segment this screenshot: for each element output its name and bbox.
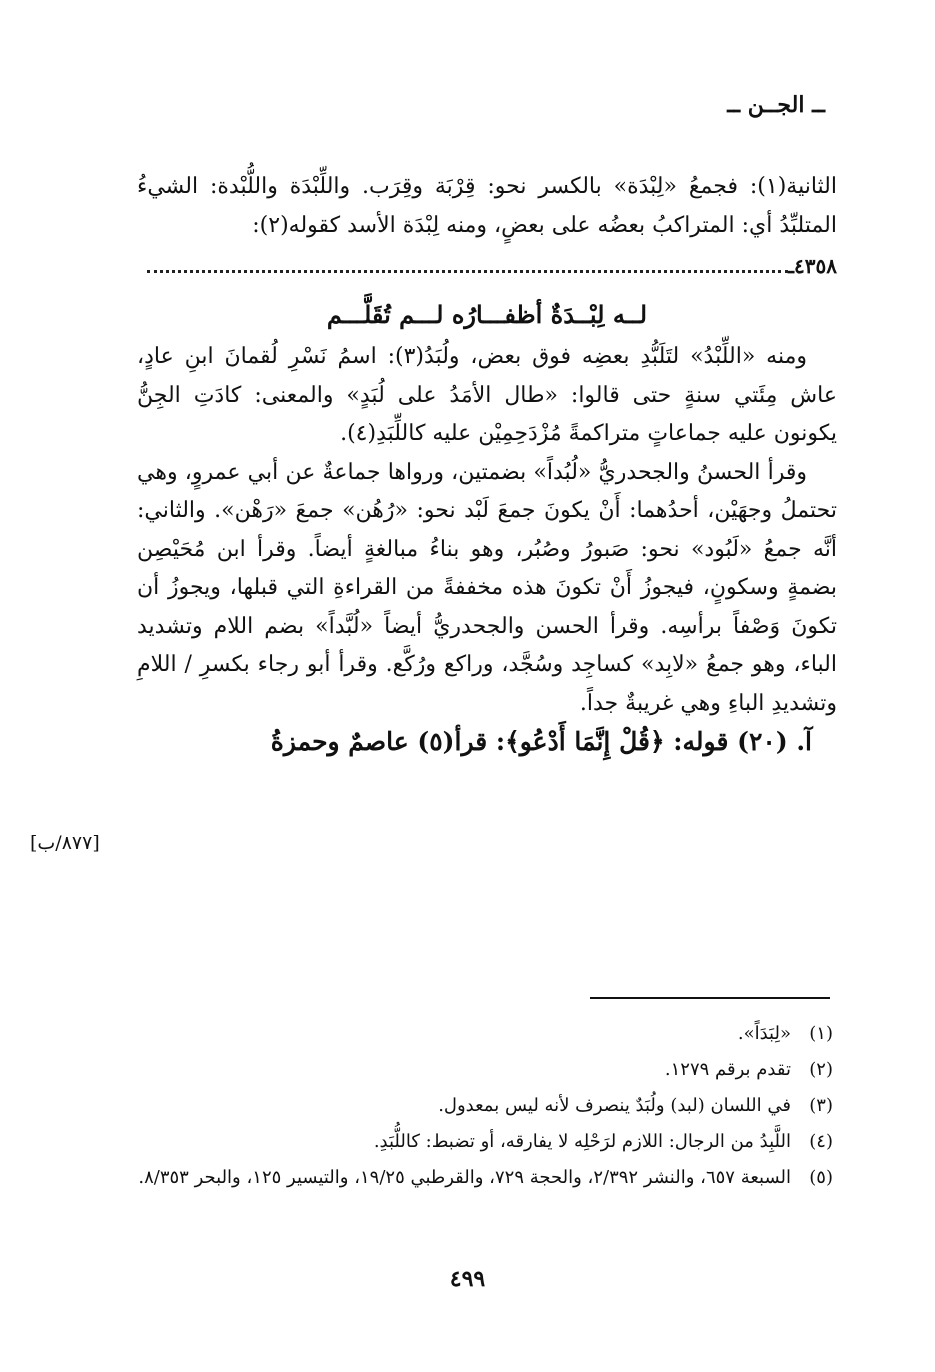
footnote-number: (١) xyxy=(809,1023,833,1044)
paragraph-3: وقرأ الحسنُ والجحدريُّ «لُبُداً» بضمتين، ورواها جماعةٌ عن أبي عمروٍ، وهي تحتملُ وجهَيْن، أحدُهما: أَنْ يكونَ جمعَ لَبْد نحو: «رُهُن» جمعَ «رَهْن». والثاني: أنَّه جمعُ «لَبُود» نحو: صَبورُ وصُبُر، وهو بناءُ مبالغةٍ أيضاً. وقرأ ابن مُحَيْصِن بضمةٍ وسكونٍ، فيجوزُ أَنْ تكونَ هذه مخففةً من القراءةِ التي قبلها، ويجوزُ أن تكونَ وَصْفاً برأسِه. وقرأ الحسن والجحدريُّ أيضاً «لُبَّداً» بضم اللام وتشديد الباء، وهو جمعُ «لابِد» كساجِد وسُجَّد، وراكع ورُكَّع. وقرأ أبو رجاء بكسرِ / اللامِ وتشديدِ الباءِ وهي غريبةٌ جداً. xyxy=(137,459,837,716)
main-text xyxy=(137,168,837,762)
footnote xyxy=(113,1052,833,1088)
footnote xyxy=(113,1016,833,1052)
footnote-number: (٤) xyxy=(809,1131,833,1152)
footnote-text: في اللسان (لبد) ولُبَدٌ ينصرف لأنه ليس بمعدول. xyxy=(438,1095,791,1116)
footnotes xyxy=(113,1016,833,1196)
footnote xyxy=(113,1088,833,1124)
footnote xyxy=(113,1124,833,1160)
quran-verse-line: آ. (٢٠) قوله: ﴿قُلْ إِنَّمَا أَدْعُو﴾: قرأ(٥) عاصمٌ وحمزةُ xyxy=(270,727,812,756)
footnote-text: السبعة ٦٥٧، والنشر ٢/٣٩٢، والحجة ٧٢٩، والقرطبي ١٩/٢٥، والتيسير ١٢٥، والبحر ٨/٣٥٣. xyxy=(138,1167,791,1188)
paragraph-1: الثانية(١): فجمعُ «لِبْدَة» بالكسر نحو: قِرْبَة وقِرَب. واللِّبْدَة واللُّبْدة: الشيءُ المتلبِّدُ أي: المتراكبُ بعضُه على بعضٍ، ومنه لِبْدَة الأسد كقوله(٢): xyxy=(137,174,837,238)
footnote-separator xyxy=(590,997,830,999)
dotted-leader xyxy=(147,260,788,273)
footnote-text: تقدم برقم ١٢٧٩. xyxy=(664,1059,791,1080)
footnote-number: (٥) xyxy=(809,1167,833,1188)
page-number: ٤٩٩ xyxy=(449,1266,486,1292)
running-head: ــ الجــن ــ xyxy=(727,92,825,118)
poetry-verse: لــه لِبْــدَةٌ أظفـــارُه لـــم تُقَلَّـــم xyxy=(326,299,648,329)
verse-number-row xyxy=(137,247,837,286)
paragraph-2: ومنه «اللِّبْدُ» لتَلَبُّدِ بعضِه فوق بعض، ولُبَدُ(٣): اسمُ نَسْرِ لُقمانَ ابنِ عادٍ، عاش مِئَتي سنةٍ حتى قالوا: «طال الأمَدُ على لُبَدٍ» والمعنى: كادَتِ الجِنُّ يكونون عليه جماعاتٍ متراكمةً مُزْدَحِمِيْن عليه كاللِّبَدِ(٤). xyxy=(137,344,837,446)
margin-reference: [٨٧٧/ب] xyxy=(30,832,100,854)
verse-number: ٤٣٥٨ـ xyxy=(788,254,837,278)
footnote xyxy=(113,1160,833,1196)
footnote-number: (٢) xyxy=(809,1059,833,1080)
footnote-number: (٣) xyxy=(809,1095,833,1116)
footnote-text: اللَّبِدُ من الرجال: اللازم لرَحْلِه لا يفارقه، أو تضبط: كاللُّبَدِ. xyxy=(373,1131,791,1152)
footnote-text: «لِبَدَاً». xyxy=(737,1023,791,1044)
